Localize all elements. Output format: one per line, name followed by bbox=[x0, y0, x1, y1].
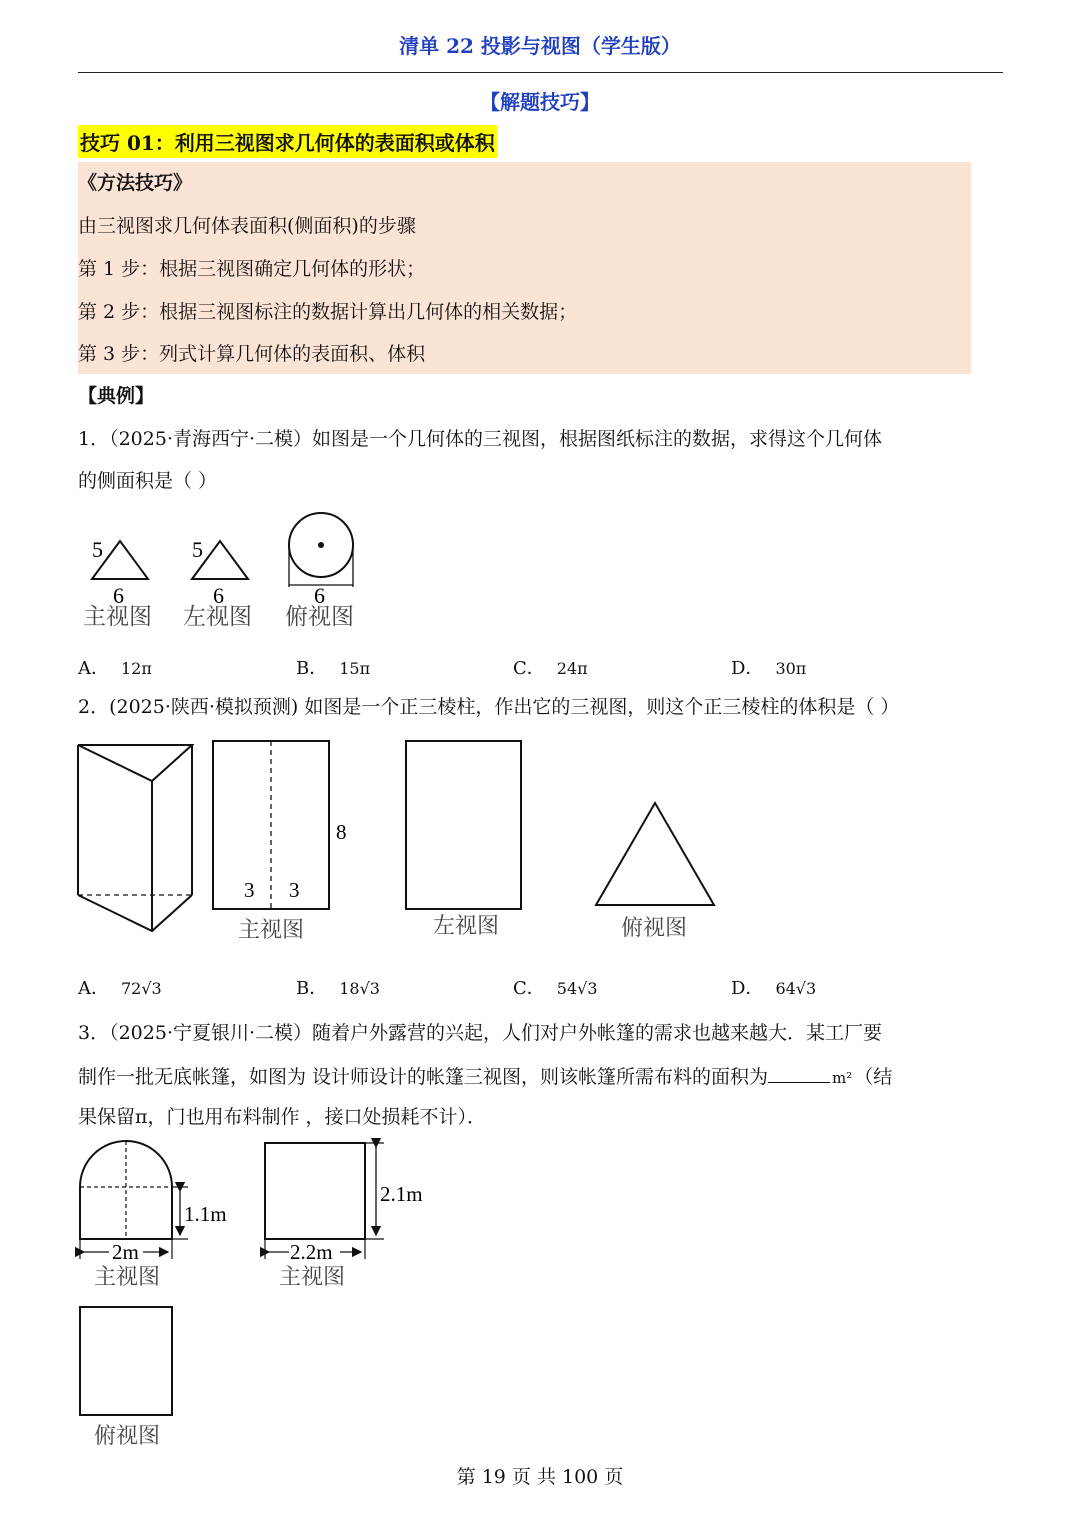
q2-prism bbox=[78, 745, 192, 931]
q3-text: 果保留π，门也用布料制作 ，接口处损耗不计）． bbox=[78, 1106, 487, 1128]
q3-text-line2: 制作一批无底帐篷，如图为 设计师设计的帐篷三视图，则该帐篷所需布料的面积为 m² （结 bbox=[78, 1066, 893, 1088]
q2-left-label: 左视图 bbox=[433, 913, 500, 938]
q1-option-a: A． 12π bbox=[78, 658, 152, 679]
q1-top-base: 6 bbox=[314, 583, 325, 608]
q1-front-label: 主视图 bbox=[83, 604, 152, 629]
method-line: 第 3 步：列式计算几何体的表面积、体积 bbox=[78, 343, 426, 365]
q3-top-label: 俯视图 bbox=[94, 1423, 161, 1448]
q3-figure bbox=[72, 1135, 452, 1450]
q2-option-a: A． 72√3 bbox=[78, 978, 162, 999]
q2-half-right: 3 bbox=[289, 878, 300, 902]
q3-side-label: 主视图 bbox=[279, 1264, 346, 1289]
header-divider bbox=[78, 72, 1003, 73]
q3-height1: 1.1m bbox=[184, 1202, 227, 1226]
q1-top-label: 俯视图 bbox=[285, 604, 354, 629]
q2-top-label: 俯视图 bbox=[621, 915, 688, 940]
q2-height: 8 bbox=[336, 820, 347, 844]
q3-top-rect bbox=[80, 1307, 172, 1415]
q3-front-label: 主视图 bbox=[94, 1264, 161, 1289]
q2-left-rect bbox=[406, 741, 521, 909]
method-line: 由三视图求几何体表面积(侧面积)的步骤 bbox=[78, 215, 416, 237]
q1-top-center bbox=[318, 542, 324, 548]
method-line: 第 1 步：根据三视图确定几何体的形状； bbox=[78, 258, 426, 280]
q2-option-c: C． 54√3 bbox=[513, 978, 598, 999]
page-header-title: 清单 22 投影与视图（学生版） bbox=[399, 34, 681, 58]
q2-half-left: 3 bbox=[244, 878, 255, 902]
q3-side-rect bbox=[265, 1143, 365, 1239]
page-footer: 第 19 页 共 100 页 bbox=[456, 1466, 624, 1488]
q1-front-base: 6 bbox=[113, 583, 124, 608]
q1-left-label: 左视图 bbox=[183, 604, 252, 629]
q1-text: 的侧面积是（ ） bbox=[78, 470, 218, 492]
q2-text: 2．(2025·陕西·模拟预测) 如图是一个正三棱柱，作出它的三视图，则这个正三棱柱的体积是（ ） bbox=[78, 696, 900, 718]
q1-left-slant: 5 bbox=[192, 537, 203, 562]
q2-figure bbox=[70, 735, 750, 950]
examples-title: 【典例】 bbox=[78, 385, 155, 407]
q1-left-base: 6 bbox=[213, 583, 224, 608]
q1-text: 1．（2025·青海西宁·二模）如图是一个几何体的三视图，根据图纸标注的数据，求得这个几何体 bbox=[78, 428, 883, 450]
q3-text: 3．（2025·宁夏银川·二模）随着户外露营的兴起，人们对户外帐篷的需求也越来越大．某工厂要 bbox=[78, 1022, 883, 1044]
method-box bbox=[78, 162, 971, 374]
q2-front-label: 主视图 bbox=[238, 917, 305, 942]
q3-width2: 2.2m bbox=[290, 1240, 333, 1264]
q1-option-b: B． 15π bbox=[296, 658, 371, 679]
q2-option-b: B． 18√3 bbox=[296, 978, 380, 999]
tip-title: 技巧 01：利用三视图求几何体的表面积或体积 bbox=[78, 125, 497, 158]
q2-option-d: D． 64√3 bbox=[731, 978, 817, 999]
q2-top-triangle bbox=[596, 803, 714, 905]
q3-width1: 2m bbox=[112, 1240, 139, 1264]
q3-height2: 2.1m bbox=[380, 1182, 423, 1206]
q1-option-c: C． 24π bbox=[513, 658, 588, 679]
q1-figure bbox=[78, 505, 378, 635]
method-heading: 《方法技巧》 bbox=[78, 172, 193, 194]
q3-answer-blank[interactable] bbox=[768, 1064, 830, 1083]
q1-option-d: D． 30π bbox=[731, 658, 807, 679]
method-line: 第 2 步：根据三视图标注的数据计算出几何体的相关数据； bbox=[78, 301, 578, 323]
section-title: 【解题技巧】 bbox=[480, 90, 600, 114]
q1-front-slant: 5 bbox=[92, 537, 103, 562]
